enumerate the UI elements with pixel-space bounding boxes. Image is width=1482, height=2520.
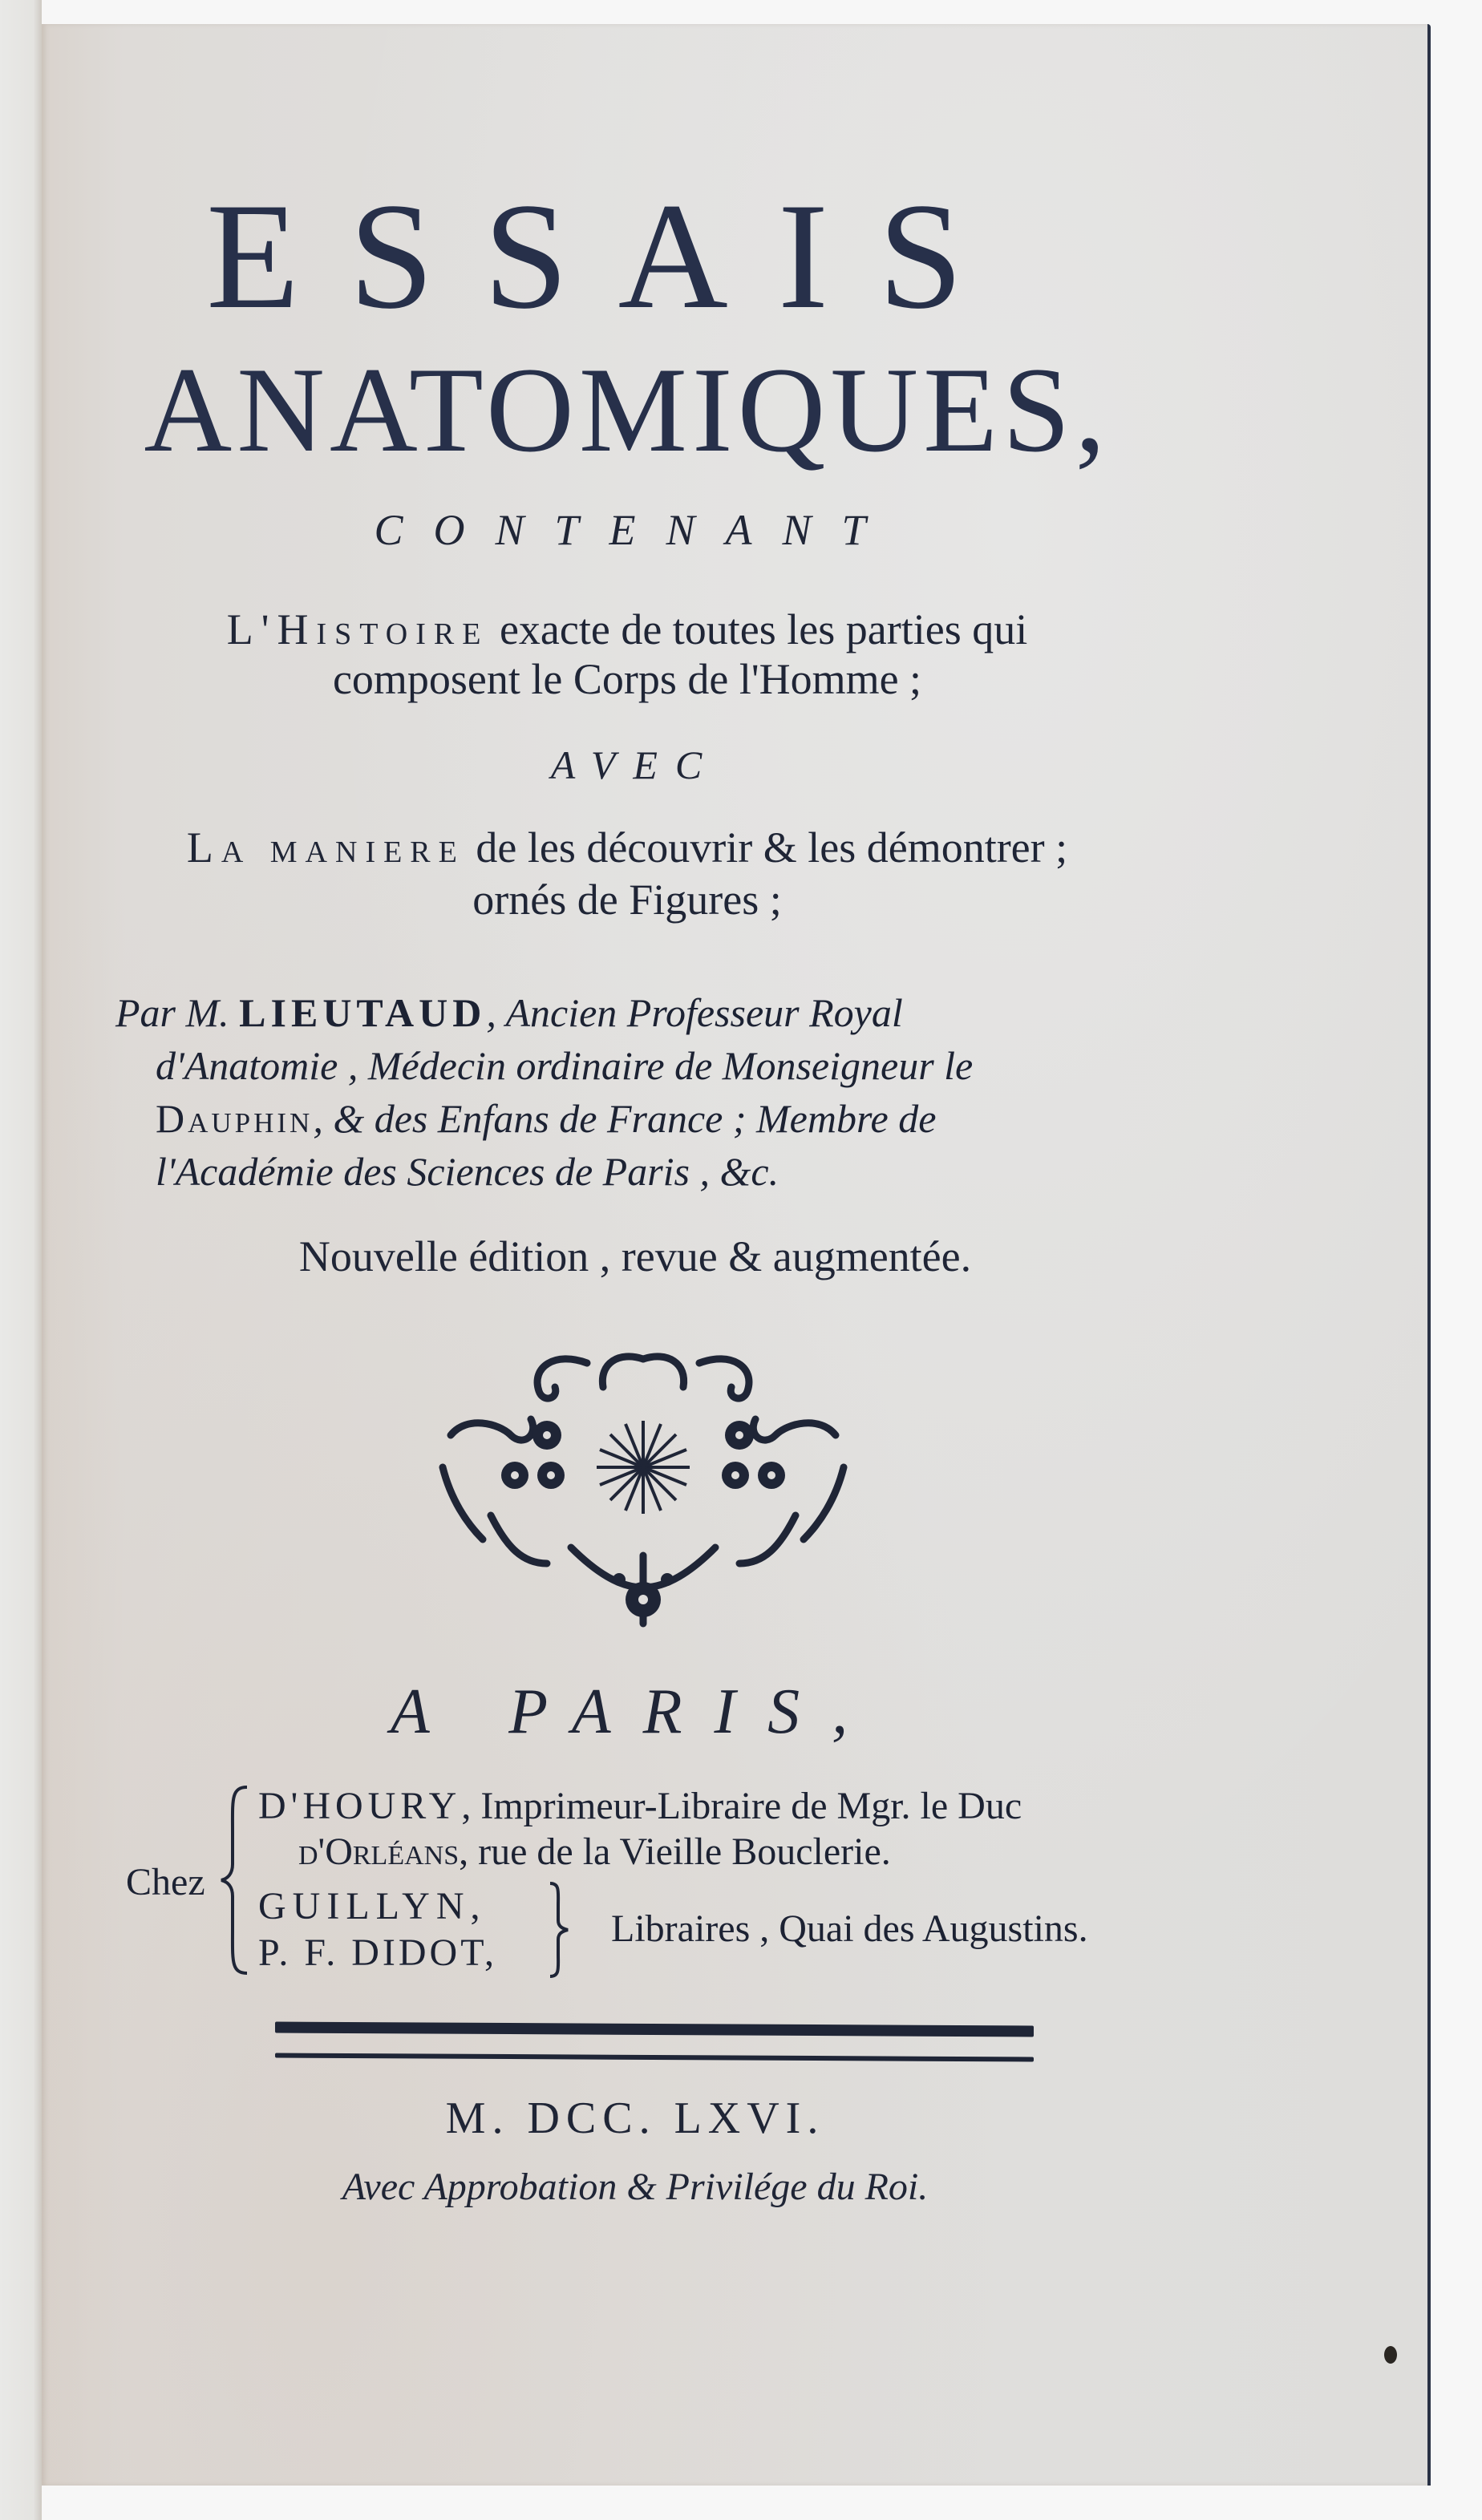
publishers-block xyxy=(122,1776,1180,1984)
author-block xyxy=(115,986,1158,1198)
description-line-maniere xyxy=(74,823,1180,872)
subtitle-avec: AVEC xyxy=(550,742,720,787)
description-line-histoire xyxy=(74,605,1180,653)
houry-address: , rue de la Vieille Bouclerie. xyxy=(459,1830,891,1873)
left-brace-icon xyxy=(218,1784,250,1976)
right-brace-icon xyxy=(547,1882,571,1978)
description-line-ornes: ornés de Figures ; xyxy=(472,876,782,924)
royal-privilege: Avec Approbation & Privilége du Roi. xyxy=(342,2166,929,2208)
histoire-rest: exacte de toutes les parties qui xyxy=(488,605,1028,653)
publisher-houry-address xyxy=(298,1830,891,1874)
title-essais: ESSAIS xyxy=(206,172,1013,341)
double-rule-thick xyxy=(275,2022,1034,2037)
title-page xyxy=(42,24,1431,2486)
edition-statement: Nouvelle édition , revue & augmentée. xyxy=(298,1232,972,1280)
previous-page-edge xyxy=(0,0,42,2520)
histoire-smallcaps: L'Histoire xyxy=(226,605,489,653)
subtitle-contenant: CONTENANT xyxy=(374,506,897,554)
author-line-3 xyxy=(115,1092,1158,1145)
description-line-composent: composent le Corps de l'Homme ; xyxy=(332,655,922,703)
houry-name: D'HOURY xyxy=(258,1785,462,1827)
wormhole-mark xyxy=(1384,2346,1397,2364)
author-line-3-rest: , & des Enfans de France ; Membre de xyxy=(313,1096,937,1141)
houry-description: , Imprimeur-Libraire de Mgr. le Duc xyxy=(461,1785,1022,1827)
author-line-4: l'Académie des Sciences de Paris , &c. xyxy=(156,1149,779,1194)
fleuron-ornament-icon xyxy=(419,1347,868,1628)
publisher-didot: P. F. DIDOT, xyxy=(258,1931,497,1974)
chez-label: Chez xyxy=(126,1861,205,1903)
author-line-1-rest: , Ancien Professeur Royal xyxy=(486,990,903,1035)
maniere-smallcaps: La maniere xyxy=(186,823,465,872)
libraires-address: Libraires , Quai des Augustins. xyxy=(611,1907,1088,1950)
author-par: Par M. xyxy=(115,990,240,1035)
author-dauphin: Dauphin xyxy=(156,1096,314,1141)
imprint-place: A PARIS, xyxy=(390,1677,881,1747)
author-line-1 xyxy=(115,986,1158,1039)
author-line-2: d'Anatomie , Médecin ordinaire de Monseigneur le xyxy=(156,1043,974,1088)
double-rule-thin xyxy=(275,2053,1034,2062)
publication-date: M. DCC. LXVI. xyxy=(445,2093,825,2143)
publisher-guillyn: GUILLYN, xyxy=(258,1885,487,1927)
title-anatomiques: ANATOMIQUES, xyxy=(144,342,1111,477)
author-name: LIEUTAUD xyxy=(239,990,487,1035)
publisher-houry xyxy=(258,1784,1022,1828)
orleans: d'Orléans xyxy=(298,1830,460,1873)
maniere-rest: de les découvrir & les démontrer ; xyxy=(464,823,1068,872)
